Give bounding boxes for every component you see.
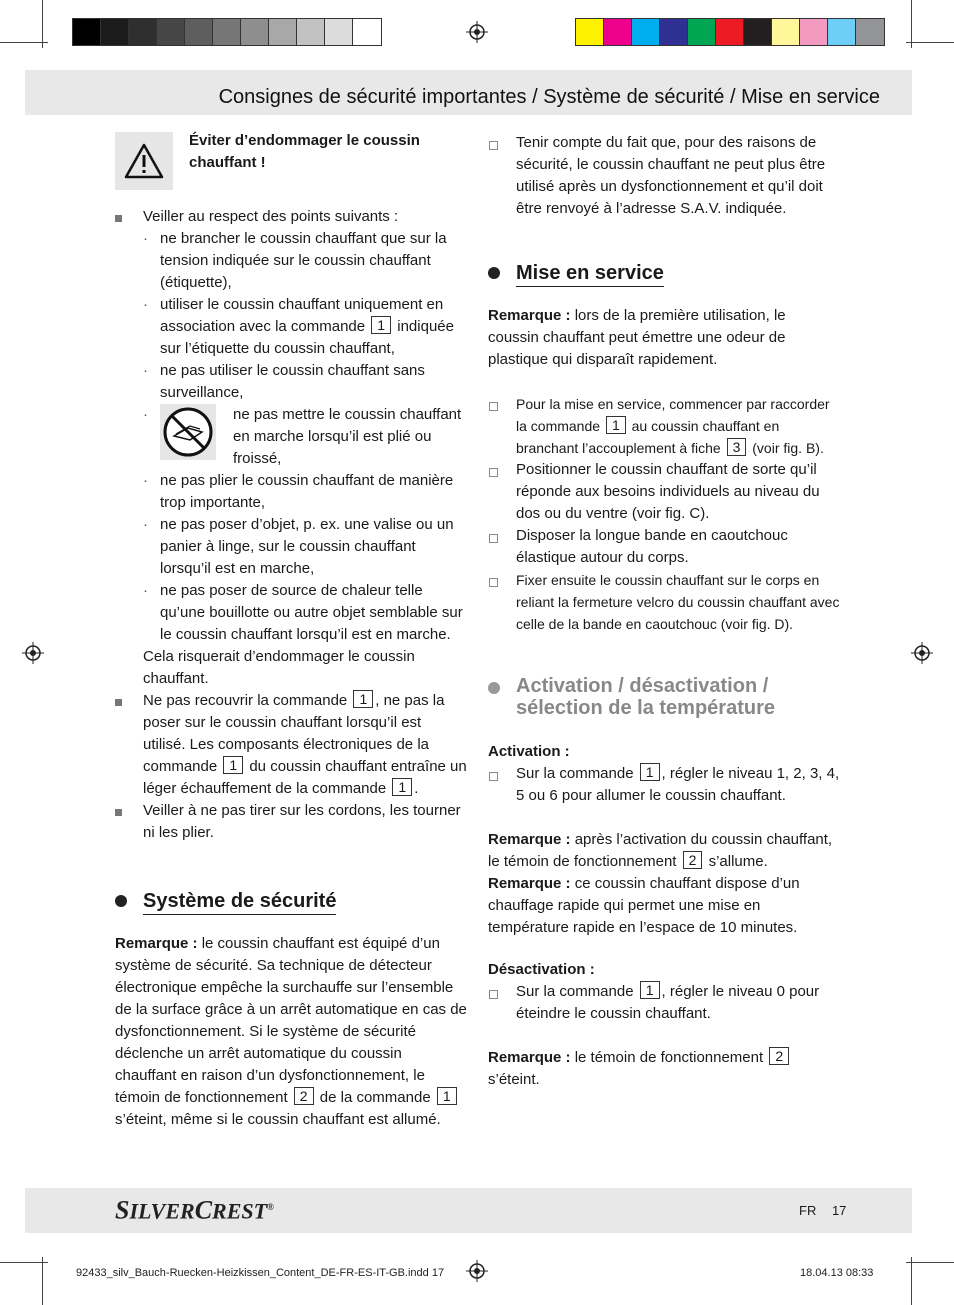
logo-letter: C xyxy=(194,1195,213,1225)
list-item-text: ne pas poser de source de chaleur telle qu’une bouillotte ou autre objet semblable sur le coussin chauffant lorsqu’il est en marche. xyxy=(160,582,463,643)
list-item-text: , régler le niveau 0 pour éteindre le coussin chauffant. xyxy=(516,983,820,1022)
warning-text: Éviter d’endommager le coussin chauffant ! xyxy=(189,132,420,171)
color-swatch xyxy=(632,19,660,45)
gray-swatch xyxy=(73,19,101,45)
list-item-text: ne pas poser d’objet, p. ex. une valise ou un panier à linge, sur le coussin chauffant lorsqu’il est en marche, xyxy=(160,516,454,577)
color-swatch xyxy=(716,19,744,45)
paragraph-text: le coussin chauffant est équipé d’un système de sécurité. Sa technique de détecteur électronique empêche la surchauffe sur l’ensemble de la surface grâce à un arrêt automatique en cas de dysfonctionnement. Si le système de sécurité déclenche un arrêt automatique du coussin chauffant en raison d’un dysfonctionnement, le témoin de fonctionnement xyxy=(115,935,467,1106)
section-heading xyxy=(115,888,467,915)
list-item xyxy=(115,514,467,580)
file-name: 92433_silv_Bauch-Ruecken-Heizkissen_Content_DE-FR-ES-IT-GB.indd 17 xyxy=(76,1267,445,1279)
bullet-dot-icon xyxy=(115,895,127,907)
list-item-text: Veiller au respect des points suivants : xyxy=(143,208,399,225)
list-item xyxy=(488,569,840,635)
list-item-text: Fixer ensuite le coussin chauffant sur le corps en reliant la fermeture velcro du coussin chauffant avec celle de la bande en caoutchouc (voir fig. D). xyxy=(516,572,840,632)
color-swatch xyxy=(576,19,604,45)
gray-swatch xyxy=(157,19,185,45)
paragraph-text: s’allume. xyxy=(708,853,768,870)
note-label: Remarque : xyxy=(488,831,571,848)
gray-swatch xyxy=(353,19,381,45)
list-item xyxy=(488,763,840,807)
color-swatch xyxy=(744,19,772,45)
page-title: Consignes de sécurité importantes / Système de sécurité / Mise en service xyxy=(218,86,880,108)
registration-mark-icon xyxy=(466,1260,488,1282)
warning-triangle-icon xyxy=(115,132,173,190)
list-item-text: du coussin chauffant entraîne un léger échauffement de la commande xyxy=(143,758,467,797)
reference-number: 1 xyxy=(437,1087,457,1105)
list-item-text: Tenir compte du fait que, pour des raisons de sécurité, le coussin chauffant ne peut plus être utilisé après un dysfonctionnement et qu’il doit être renvoyé à l’adresse S.A.V. indiquée. xyxy=(516,134,826,217)
list-item-text: , ne pas la poser sur le coussin chauffant lorsqu’il est utilisé. Les composants électroniques de la commande xyxy=(143,692,445,775)
list-item-text: ne pas plier le coussin chauffant de manière trop importante, xyxy=(160,472,454,511)
gray-swatch xyxy=(101,19,129,45)
crop-mark xyxy=(906,1262,954,1263)
registration-mark-icon xyxy=(466,21,488,43)
process-color-bar xyxy=(575,18,885,46)
paragraph xyxy=(488,305,840,371)
reference-number: 1 xyxy=(640,981,660,999)
reference-number: 1 xyxy=(223,756,243,774)
section-title: Mise en service xyxy=(516,260,664,287)
list-item xyxy=(115,404,467,470)
note-label: Remarque : xyxy=(115,935,198,952)
crop-mark xyxy=(0,42,48,43)
left-column xyxy=(115,132,467,1131)
list-item-text: Sur la commande xyxy=(516,765,634,782)
crop-mark xyxy=(0,1262,48,1263)
list-item-text: indiquée sur l’étiquette du coussin chauffant, xyxy=(160,318,454,357)
brand-logo xyxy=(115,1195,274,1225)
list-item-text: . xyxy=(414,780,419,797)
reference-number: 1 xyxy=(640,763,660,781)
section-heading xyxy=(488,675,840,719)
section-title: Activation / désactivation / sélection de la température xyxy=(516,675,775,719)
logo-letter: ILVER xyxy=(129,1198,195,1224)
list-item xyxy=(115,206,467,228)
crop-mark xyxy=(911,0,912,48)
reference-number: 2 xyxy=(683,851,703,869)
reference-number: 1 xyxy=(371,316,391,334)
reference-number: 2 xyxy=(294,1087,314,1105)
gray-swatch xyxy=(241,19,269,45)
file-date: 18.04.13 08:33 xyxy=(800,1267,874,1279)
paragraph-text: le témoin de fonctionnement xyxy=(574,1049,764,1066)
color-swatch xyxy=(660,19,688,45)
list-item xyxy=(115,580,467,646)
logo-letter: REST xyxy=(212,1198,268,1224)
note-label: Remarque : xyxy=(488,1049,571,1066)
list-item xyxy=(488,393,840,459)
dash-mark: · xyxy=(143,406,148,423)
note-label: Remarque : xyxy=(488,875,571,892)
reference-number: 1 xyxy=(392,778,412,796)
no-folding-icon xyxy=(160,404,216,460)
gray-swatch xyxy=(269,19,297,45)
section-heading xyxy=(488,260,840,287)
list-item xyxy=(488,459,840,525)
paragraph-text: s’éteint, même si le coussin chauffant est allumé. xyxy=(115,1111,441,1128)
paragraph-text: s’éteint. xyxy=(488,1071,540,1088)
paragraph xyxy=(488,1047,840,1091)
logo-letter: ® xyxy=(267,1202,274,1212)
list-item xyxy=(115,294,467,360)
paragraph-text: de la commande xyxy=(319,1089,431,1106)
paragraph xyxy=(488,873,840,939)
gray-swatch xyxy=(297,19,325,45)
bullet-dot-icon xyxy=(488,682,500,694)
registration-mark-icon xyxy=(22,642,44,664)
warning-box xyxy=(115,132,467,190)
list-item-text: ne pas utiliser le coussin chauffant sans surveillance, xyxy=(160,362,425,401)
color-swatch xyxy=(800,19,828,45)
list-item xyxy=(488,525,840,569)
risk-note: Cela risquerait d’endommager le coussin chauffant. xyxy=(143,648,415,687)
reference-number: 3 xyxy=(727,438,747,456)
registration-mark-icon xyxy=(911,642,933,664)
list-item xyxy=(115,360,467,404)
gray-swatch xyxy=(129,19,157,45)
reference-number: 1 xyxy=(606,416,626,434)
grayscale-color-bar xyxy=(72,18,382,46)
gray-swatch xyxy=(213,19,241,45)
crop-mark xyxy=(42,0,43,48)
list-item-text: Ne pas recouvrir la commande xyxy=(143,692,348,709)
page-number: FR 17 xyxy=(799,1203,847,1218)
list-item xyxy=(115,690,467,800)
reference-number: 2 xyxy=(769,1047,789,1065)
paragraph-text: ce coussin chauffant dispose d’un chauffage rapide qui permet une mise en température rapide en l’espace de 10 minutes. xyxy=(488,875,800,936)
logo-letter: S xyxy=(115,1195,130,1225)
paragraph xyxy=(488,829,840,873)
list-item-text: Veiller à ne pas tirer sur les cordons, les tourner ni les plier. xyxy=(143,802,461,841)
list-item-text: Sur la commande xyxy=(516,983,634,1000)
color-swatch xyxy=(856,19,884,45)
section-title: Système de sécurité xyxy=(143,888,336,915)
paragraph xyxy=(115,933,467,1131)
list-item-text: ne brancher le coussin chauffant que sur la tension indiquée sur le coussin chauffant (étiquette), xyxy=(160,230,447,291)
list-item-text: utiliser le coussin chauffant uniquement en association avec la commande xyxy=(160,296,444,335)
list-item-text: Positionner le coussin chauffant de sorte qu’il réponde aux besoins individuels au niveau du dos ou du ventre (voir fig. C). xyxy=(516,461,820,522)
list-item-text: Disposer la longue bande en caoutchouc élastique autour du corps. xyxy=(516,527,788,566)
list-item xyxy=(488,132,840,220)
color-swatch xyxy=(828,19,856,45)
crop-mark xyxy=(42,1257,43,1305)
paragraph-text: lors de la première utilisation, le coussin chauffant peut émettre une odeur de plastique qui disparaît rapidement. xyxy=(488,307,786,368)
list-item-text: au coussin chauffant en branchant l’accouplement à fiche xyxy=(516,418,780,456)
list-item-text: , régler le niveau 1, 2, 3, 4, 5 ou 6 pour allumer le coussin chauffant. xyxy=(516,765,840,804)
subheading: Activation : xyxy=(488,743,570,760)
gray-swatch xyxy=(185,19,213,45)
gray-swatch xyxy=(325,19,353,45)
list-item xyxy=(115,228,467,294)
color-swatch xyxy=(604,19,632,45)
list-item-text: Pour la mise en service, commencer par raccorder la commande xyxy=(516,396,830,434)
list-item-text: (voir fig. B). xyxy=(752,440,824,456)
right-column xyxy=(488,132,840,1091)
paragraph-text: après l’activation du coussin chauffant, le témoin de fonctionnement xyxy=(488,831,833,870)
crop-mark xyxy=(911,1257,912,1305)
list-item xyxy=(115,470,467,514)
bullet-dot-icon xyxy=(488,267,500,279)
color-swatch xyxy=(688,19,716,45)
list-item xyxy=(488,981,840,1025)
list-item xyxy=(115,800,467,844)
instruction-list xyxy=(488,393,840,635)
subheading: Désactivation : xyxy=(488,961,595,978)
list-item-text: ne pas mettre le coussin chauffant en marche lorsqu’il est plié ou froissé, xyxy=(233,406,462,467)
reference-number: 1 xyxy=(353,690,373,708)
color-swatch xyxy=(772,19,800,45)
note-label: Remarque : xyxy=(488,307,571,324)
crop-mark xyxy=(906,42,954,43)
